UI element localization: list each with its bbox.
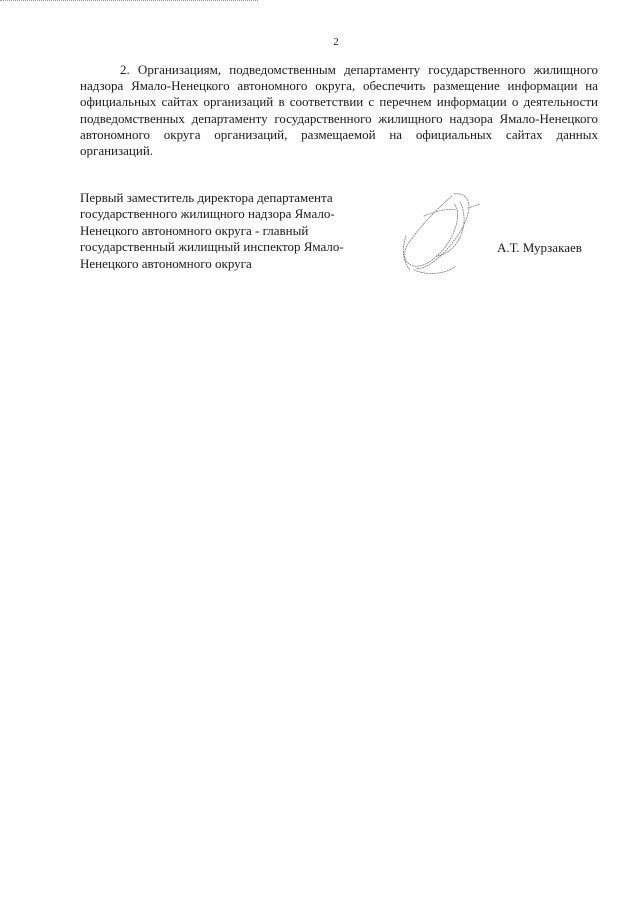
body-paragraph: 2. Организациям, подведомственным департаменту государственного жилищного надзора Ямало-Ненецкого автономного округа, обеспечить размещение информации на официальных сайтах организаций в соответствии с перечнем информации о деятельности подведомственных департаменту государственного жилищного надзора Ямало-Ненецкого автономного округа организаций, размещаемой на официальных сайтах данных организаций.	[80, 62, 598, 159]
scan-edge-line	[0, 0, 258, 2]
signer-position-title: Первый заместитель директора департамента государственного жилищного надзора Ямало-Ненецкого автономного округа - главный государственный жилищный инспектор Ямало-Ненецкого автономного округа	[80, 190, 344, 271]
page-number: 2	[333, 36, 339, 48]
handwritten-signature	[394, 186, 490, 282]
signer-name: А.Т. Мурзакаев	[497, 240, 582, 255]
